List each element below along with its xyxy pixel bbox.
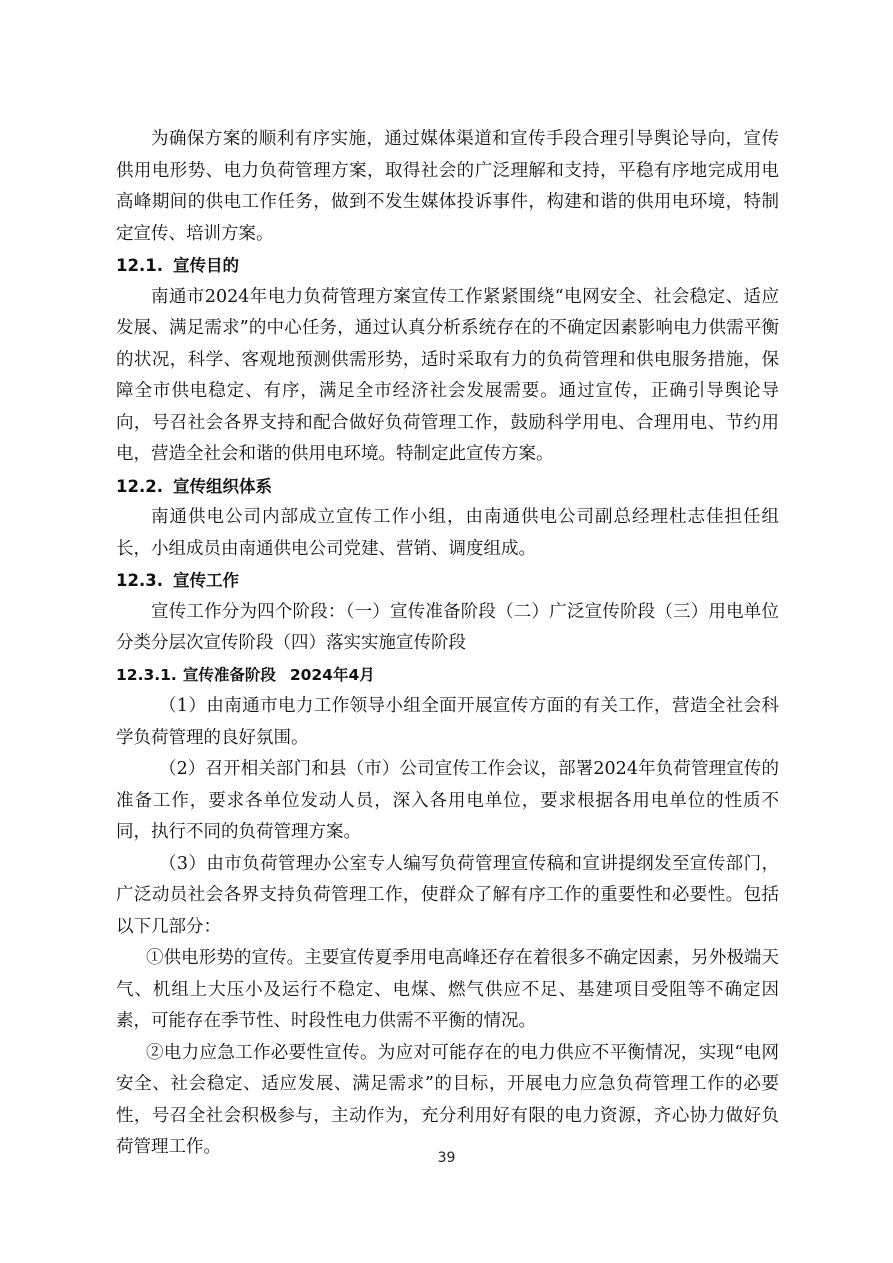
section-title: 宣传目的 [172,256,239,275]
intro-paragraph: 为确保方案的顺利有序实施，通过媒体渠道和宣传手段合理引导舆论导向，宣传供用电形势、电力负荷管理方案，取得社会的广泛理解和支持，平稳有序地完成用电高峰期间的供电工作任务，做到不发生媒体投诉事件，构建和谐的供用电环境，特制定宣传、培训方案。 [116,129,779,244]
section-12-2-body: 南通供电公司内部成立宣传工作小组，由南通供电公司副总经理杜志佳担任组长，小组成员由南通供电公司党建、营销、调度组成。 [116,507,779,559]
section-title: 宣传工作 [172,571,239,590]
section-number: 12.3. [116,571,163,590]
section-heading-12-3-1 [116,660,779,692]
subsection-date: 2024年4月 [289,665,375,684]
section-heading-12-1 [116,250,779,282]
page-number: 39 [437,1150,456,1166]
section-number: 12.2. [116,476,163,496]
sub-list-item: ②电力应急工作必要性宣传。为应对可能存在的电力供应不平衡情况，实现“电网安全、社会稳定、适应发展、满足需求”的目标，开展电力应急负荷管理工作的必要性，号召全社会积极参与，主动作为，充分利用好有限的电力资源，齐心协力做好负荷管理工作。 [116,1042,779,1157]
subsection-title: 宣传准备阶段 [182,665,276,684]
section-title: 宣传组织体系 [172,476,272,496]
subsection-number: 12.3.1. [116,665,177,684]
section-heading-12-2 [116,471,779,503]
section-number: 12.1. [116,256,163,275]
section-heading-12-3 [116,565,779,597]
sub-list-item: ①供电形势的宣传。主要宣传夏季用电高峰还存在着很多不确定因素，另外极端天气、机组上大压小及运行不稳定、电煤、燃气供应不足、基建项目受阻等不确定因素，可能存在季节性、时段性电力供需不平衡的情况。 [116,948,779,1031]
list-item: （2）召开相关部门和县（市）公司宣传工作会议，部署2024年负荷管理宣传的准备工作，要求各单位发动人员，深入各用电单位，要求根据各用电单位的性质不同，执行不同的负荷管理方案。 [116,759,779,842]
section-12-3-body: 宣传工作分为四个阶段：（一）宣传准备阶段（二）广泛宣传阶段（三）用电单位分类分层次宣传阶段（四）落实实施宣传阶段 [116,601,779,653]
list-item: （1）由南通市电力工作领导小组全面开展宣传方面的有关工作，营造全社会科学负荷管理的良好氛围。 [116,696,779,748]
section-12-1-body: 南通市2024年电力负荷管理方案宣传工作紧紧围绕“电网安全、社会稳定、适应发展、满足需求”的中心任务，通过认真分析系统存在的不确定因素影响电力供需平衡的状况，科学、客观地预测供需形势，适时采取有力的负荷管理和供电服务措施，保障全市供电稳定、有序，满足全市经济社会发展需要。通过宣传，正确引导舆论导向，号召社会各界支持和配合做好负荷管理工作，鼓励科学用电、合理用电、节约用电，营造全社会和谐的供用电环境。特制定此宣传方案。 [116,286,779,464]
list-item: （3）由市负荷管理办公室专人编写负荷管理宣传稿和宣讲提纲发至宣传部门，广泛动员社会各界支持负荷管理工作，使群众了解有序工作的重要性和必要性。包括以下几部分： [116,853,779,937]
page-content [116,124,779,1164]
